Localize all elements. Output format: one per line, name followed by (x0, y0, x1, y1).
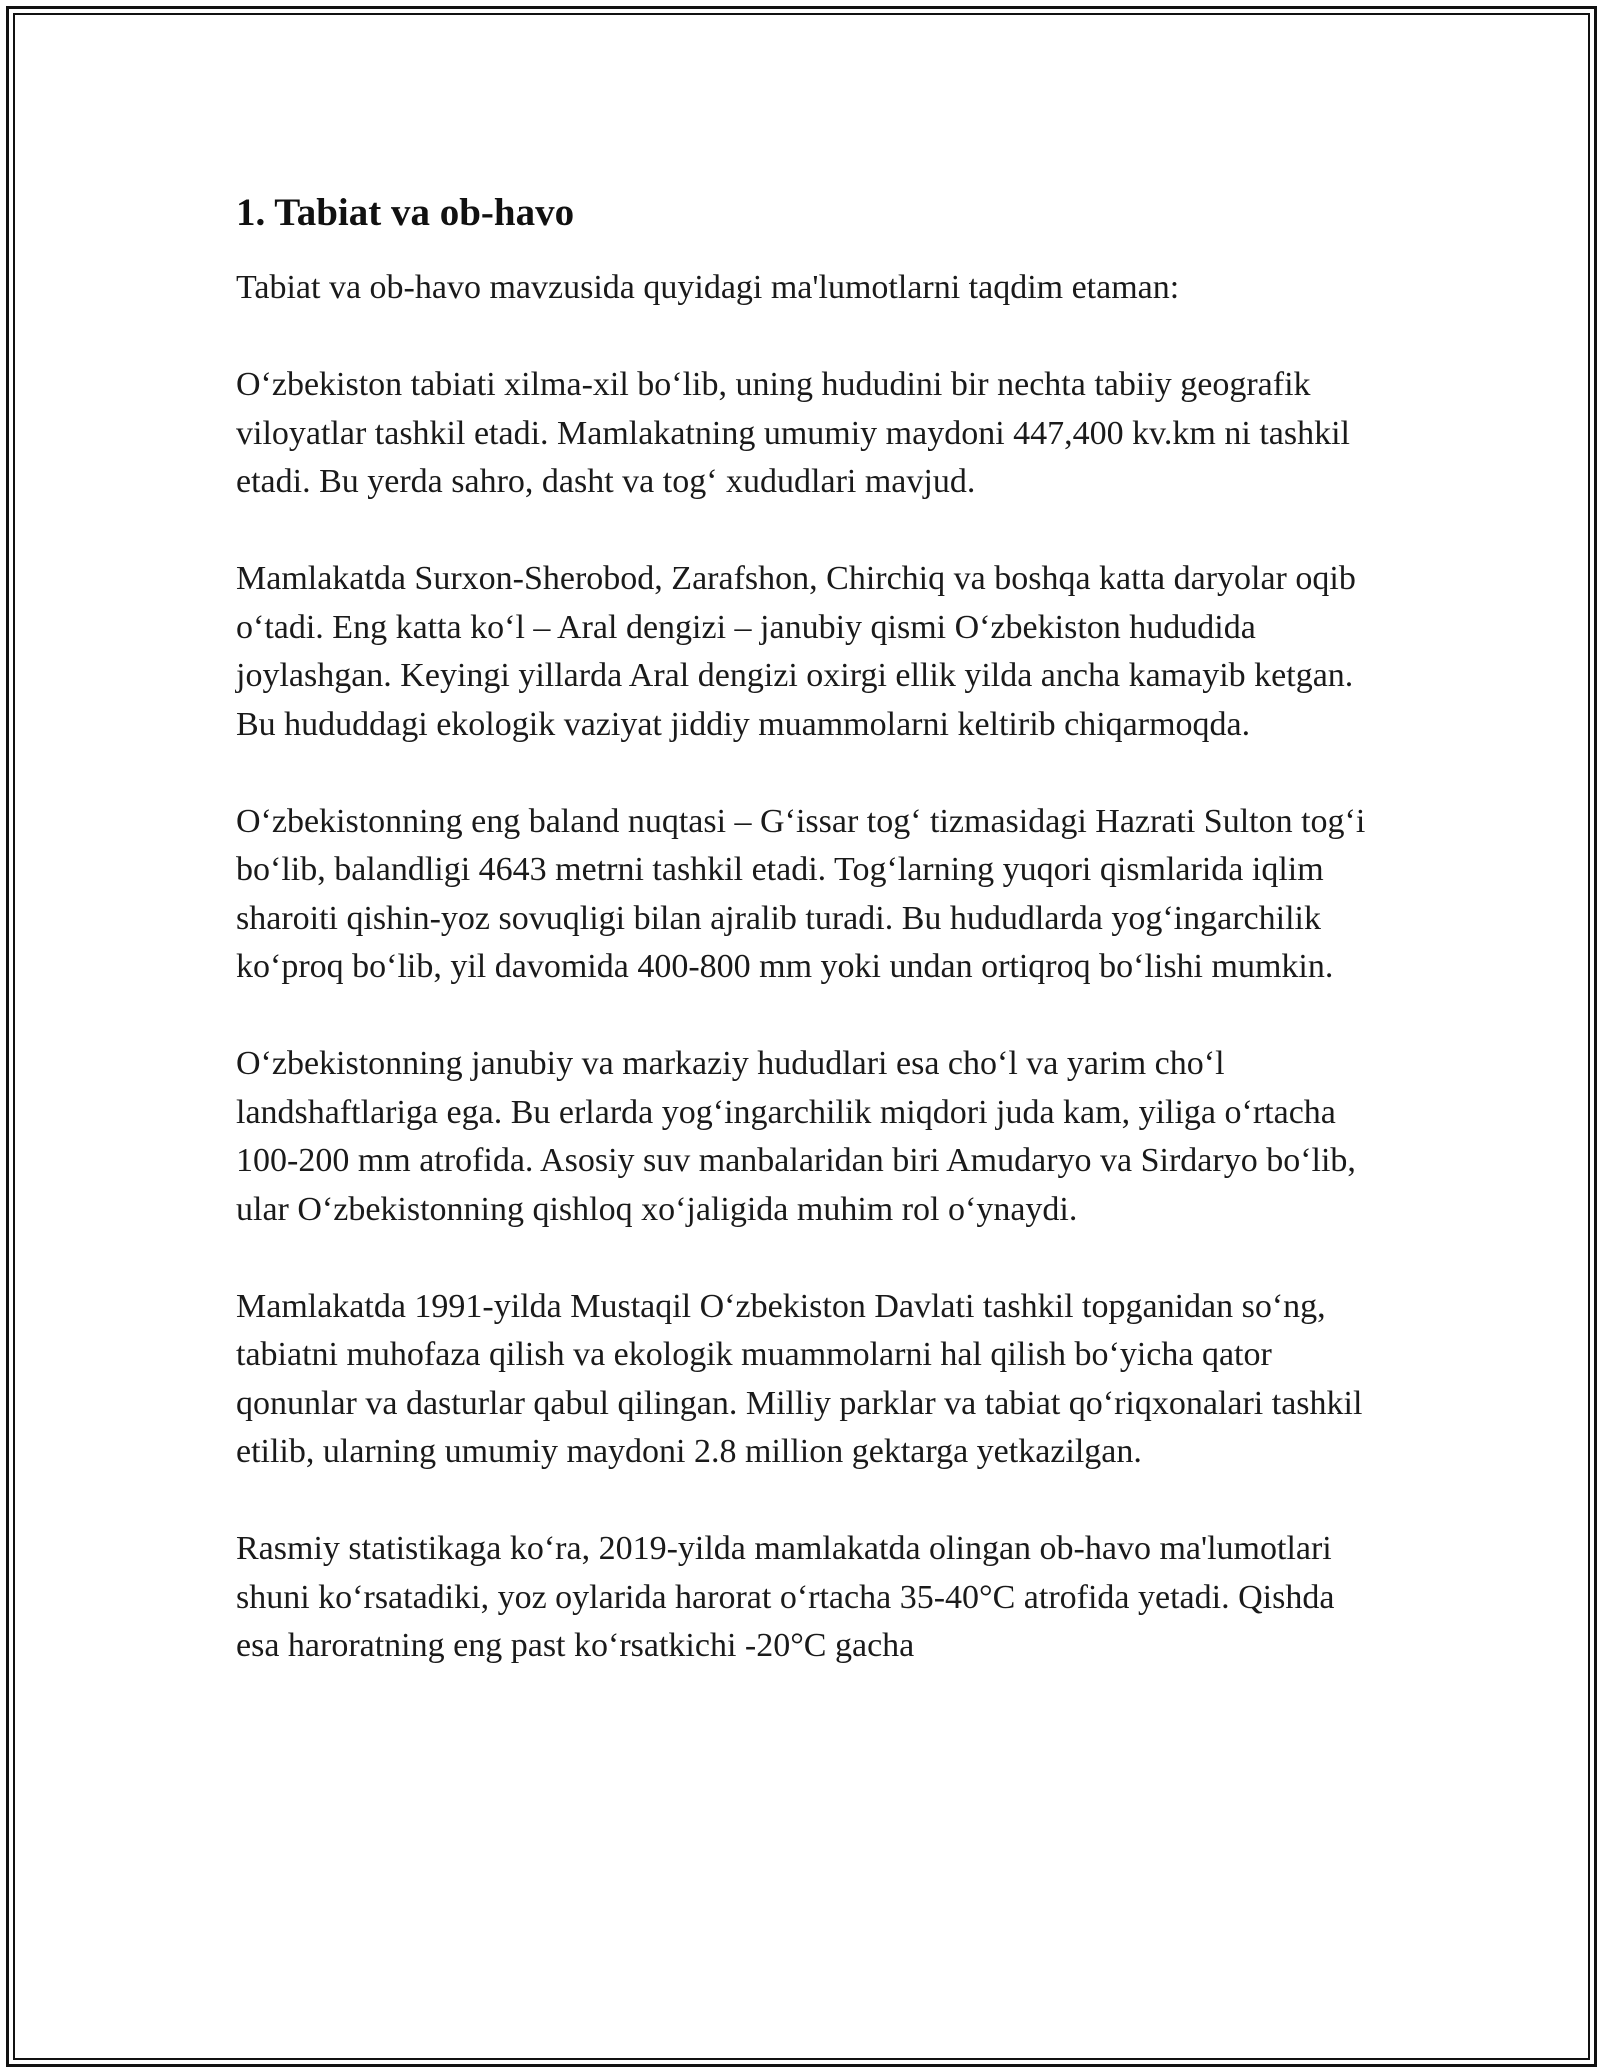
paragraph-highest-point: O‘zbekistonning eng baland nuqtasi – G‘issar tog‘ tizmasidagi Hazrati Sulton tog‘i bo‘lib, balandligi 4643 metrni tashkil etadi. Tog‘larning yuqori qismlarida iqlim sharoiti qishin-yoz sovuqligi bilan ajralib turadi. Bu hududlarda yog‘ingarchilik ko‘proq bo‘lib, yil davomida 400-800 mm yoki undan ortiqroq bo‘lishi mumkin. (236, 802, 1366, 985)
paragraph-protection: Mamlakatda 1991-yilda Mustaqil O‘zbekiston Davlati tashkil topganidan so‘ng, tabiatni muhofaza qilish va ekologik muammolarni hal qilish bo‘yicha qator qonunlar va dasturlar qabul qilingan. Milliy parklar va tabiat qo‘riqxonalari tashkil etilib, ularning umumiy maydoni 2.8 million gektarga yetkazilgan. (236, 1287, 1363, 1470)
intro-paragraph: Tabiat va ob-havo mavzusida quyidagi ma'lumotlarni taqdim etaman: (236, 269, 1180, 306)
paragraph-nature-overview: O‘zbekiston tabiati xilma-xil bo‘lib, uning hududini bir nechta tabiiy geografik viloyatlar tashkil etadi. Mamlakatning umumiy maydoni 447,400 kv.km ni tashkil etadi. Bu yerda sahro, dasht va tog‘ xududlari mavjud. (236, 366, 1350, 500)
document-body (236, 190, 1366, 1719)
paragraph-rivers-aral: Mamlakatda Surxon-Sherobod, Zarafshon, Chirchiq va boshqa katta daryolar oqib o‘tadi. Eng katta ko‘l – Aral dengizi – janubiy qismi O‘zbekiston hududida joylashgan. Keyingi yillarda Aral dengizi oxirgi ellik yilda ancha kamayib ketgan. Bu hududdagi ekologik vaziyat jiddiy muammolarni keltirib chiqarmoqda. (236, 560, 1356, 743)
paragraph-deserts: O‘zbekistonning janubiy va markaziy hududlari esa cho‘l va yarim cho‘l landshaftlariga ega. Bu erlarda yog‘ingarchilik miqdori juda kam, yiliga o‘rtacha 100-200 mm atrofida. Asosiy suv manbalaridan biri Amudaryo va Sirdaryo bo‘lib, ular O‘zbekistonning qishloq xo‘jaligida muhim rol o‘ynaydi. (236, 1045, 1356, 1228)
section-title: 1. Tabiat va ob-havo (236, 191, 575, 234)
paragraph-statistics: Rasmiy statistikaga ko‘ra, 2019-yilda mamlakatda olingan ob-havo ma'lumotlari shuni ko‘rsatadiki, yoz oylarida harorat o‘rtacha 35-40°C atrofida yetadi. Qishda esa haroratning eng past ko‘rsatkichi -20°C gacha (236, 1530, 1335, 1664)
